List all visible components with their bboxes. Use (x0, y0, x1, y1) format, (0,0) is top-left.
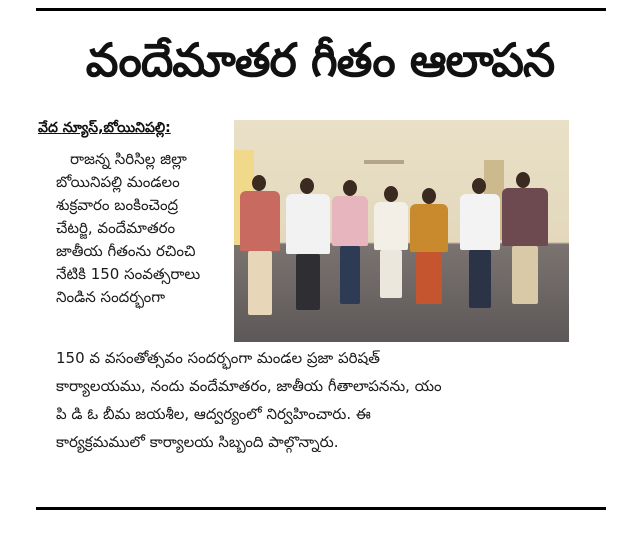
bottom-rule (36, 507, 606, 510)
group-photo (234, 120, 569, 342)
dateline: వేద న్యూస్,బోయినిపల్లి: (38, 120, 171, 136)
article-line-6: నేటికి 150 సంవత్సరాలు (56, 265, 201, 283)
article-line-1: రాజన్న సిరిసిల్ల జిల్లా (70, 150, 187, 168)
article-line-7: నిండిన సందర్భంగా (56, 288, 166, 306)
headline: వందేమాతర గీతం ఆలాపన (85, 33, 555, 87)
top-rule (36, 8, 606, 11)
article-line-4: చేటర్జి, వందేమాతరం (56, 219, 176, 237)
article-line-2: బోయినిపల్లి మండలం (56, 173, 180, 191)
article-line-3: శుక్రవారం బంకించెంద్ర (56, 196, 179, 214)
article-line-9: కార్యాలయము, నందు వందేమాతరం, జాతీయ గీతాలాపనను, యం (56, 377, 442, 395)
article-line-11: కార్యక్రమములో కార్యాలయ సిబ్బంది పాల్గొన్నారు. (56, 433, 339, 451)
article-line-10: పి డి ఓ బీమ జయశీల, ఆద్వర్యంలో నిర్వహించారు. ఈ (56, 405, 371, 423)
wall-fixture (364, 160, 404, 164)
article-line-5: జాతీయ గీతంను రచించి (56, 242, 196, 260)
article-line-8: 150 వ వసంతోత్సవం సందర్భంగా మండల ప్రజా పరిషత్ (56, 349, 380, 367)
